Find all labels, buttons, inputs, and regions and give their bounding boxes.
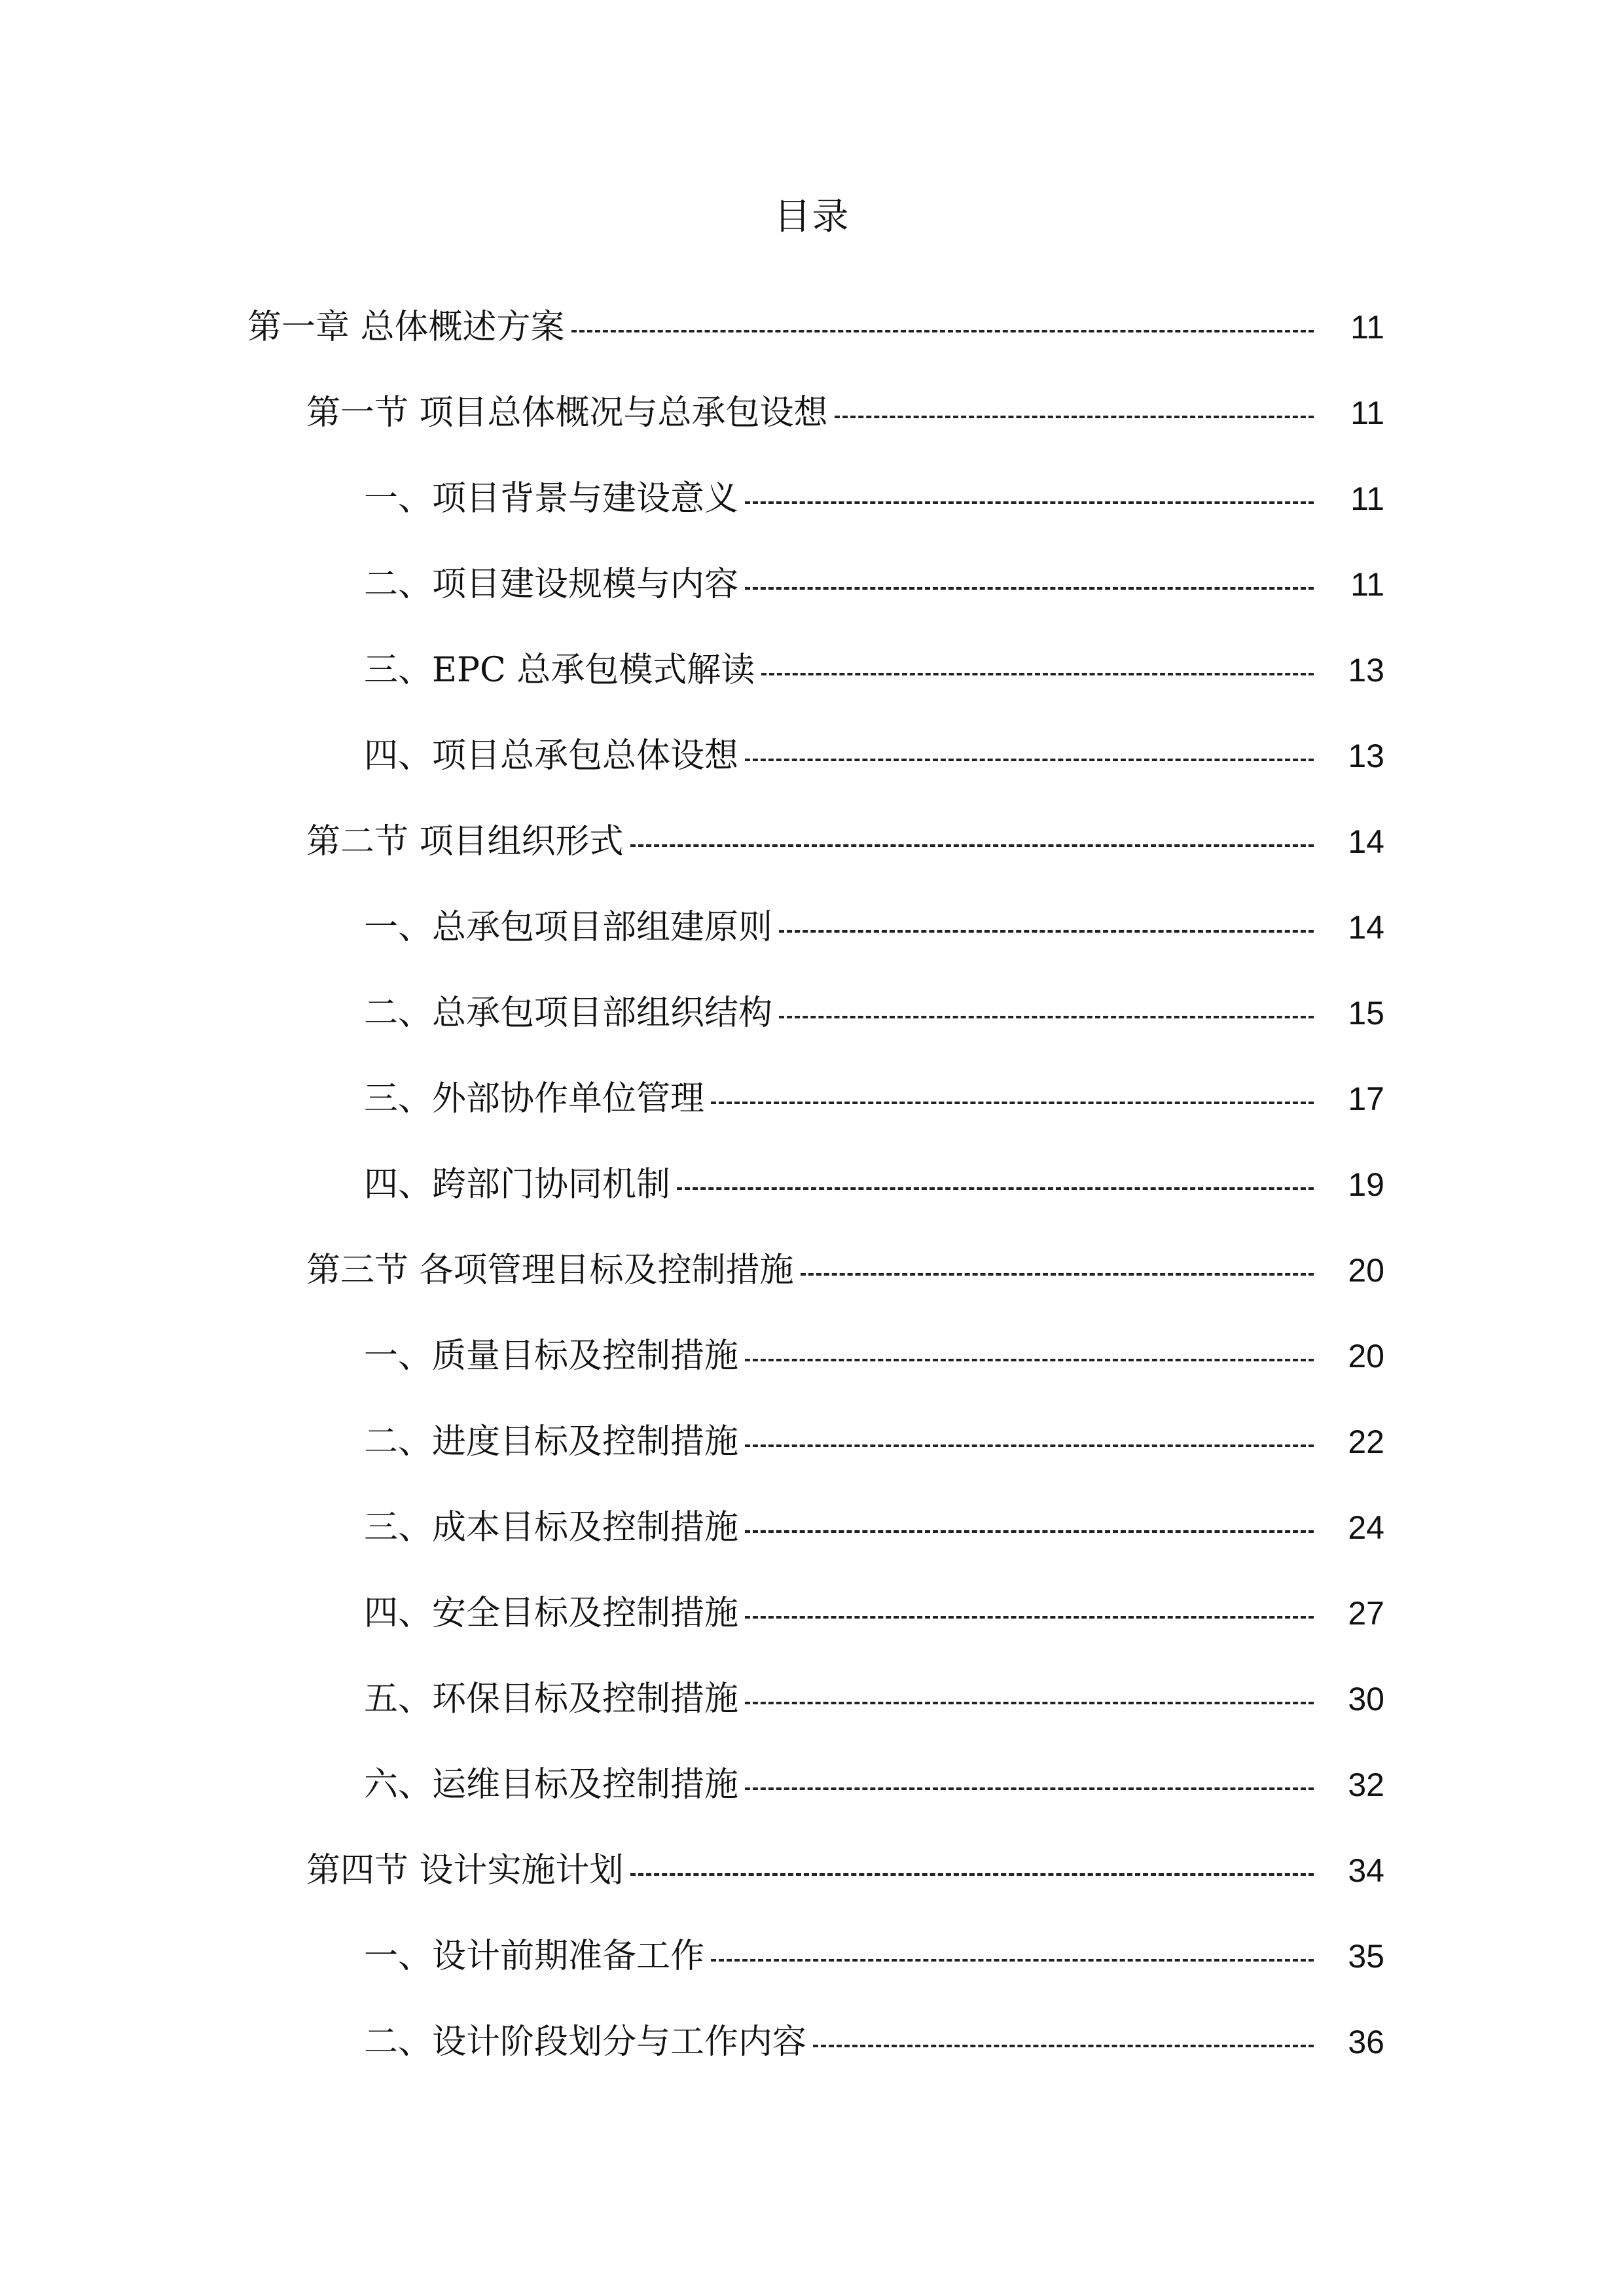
toc-entry-label: 二、设计阶段划分与工作内容 xyxy=(364,2022,807,2062)
toc-leader-dashes xyxy=(711,1102,1314,1104)
toc-entry-page-number: 36 xyxy=(1348,2023,1384,2060)
toc-entry-label: 第二节 项目组织形式 xyxy=(306,821,624,861)
toc-leader-dashes xyxy=(745,1359,1314,1361)
toc-leader-dashes xyxy=(571,330,1314,332)
toc-entry-page-number: 11 xyxy=(1350,394,1384,431)
toc-entry-page-number: 17 xyxy=(1348,1080,1384,1117)
toc-entry[interactable] xyxy=(0,884,1624,970)
toc-entry[interactable] xyxy=(0,1999,1624,2085)
toc-entry[interactable] xyxy=(0,1913,1624,1999)
toc-leader-dashes xyxy=(779,1016,1314,1018)
toc-entry[interactable] xyxy=(0,1656,1624,1742)
toc-entry-label: 第一节 项目总体概况与总承包设想 xyxy=(306,393,828,433)
toc-entry-page-number: 32 xyxy=(1348,1766,1384,1803)
toc-entry[interactable] xyxy=(0,627,1624,713)
toc-entry-page-number: 11 xyxy=(1350,565,1384,603)
toc-leader-dashes xyxy=(711,1959,1314,1962)
toc-entry-page-number: 20 xyxy=(1348,1337,1384,1374)
toc-leader-dashes xyxy=(745,1787,1314,1790)
toc-entry[interactable] xyxy=(0,1313,1624,1399)
toc-entry-label: 三、EPC 总承包模式解读 xyxy=(364,650,755,690)
toc-entry-label: 四、安全目标及控制措施 xyxy=(364,1593,739,1633)
toc-leader-dashes xyxy=(779,930,1314,933)
toc-entry-page-number: 27 xyxy=(1348,1594,1384,1632)
toc-entry[interactable] xyxy=(0,1141,1624,1227)
toc-entry[interactable] xyxy=(0,284,1624,370)
toc-entry-page-number: 30 xyxy=(1348,1680,1384,1717)
toc-leader-dashes xyxy=(745,1444,1314,1447)
toc-entry-page-number: 14 xyxy=(1348,823,1384,860)
toc-list xyxy=(0,284,1624,2085)
toc-entry[interactable] xyxy=(0,1570,1624,1656)
toc-title: 目录 xyxy=(774,196,850,238)
toc-entry[interactable] xyxy=(0,1056,1624,1141)
toc-entry-page-number: 15 xyxy=(1348,994,1384,1031)
toc-leader-dashes xyxy=(801,1273,1314,1276)
toc-entry-page-number: 20 xyxy=(1348,1251,1384,1289)
toc-entry[interactable] xyxy=(0,970,1624,1056)
toc-entry-page-number: 34 xyxy=(1348,1852,1384,1889)
toc-entry[interactable] xyxy=(0,713,1624,798)
toc-entry-page-number: 22 xyxy=(1348,1423,1384,1460)
toc-entry-label: 三、成本目标及控制措施 xyxy=(364,1507,739,1547)
toc-entry-label: 第四节 设计实施计划 xyxy=(306,1850,624,1890)
toc-entry-label: 二、进度目标及控制措施 xyxy=(364,1422,739,1462)
toc-entry[interactable] xyxy=(0,456,1624,541)
toc-leader-dashes xyxy=(813,2045,1314,2047)
toc-entry-label: 四、跨部门协同机制 xyxy=(364,1164,671,1204)
toc-entry-label: 六、运维目标及控制措施 xyxy=(364,1765,739,1804)
toc-entry[interactable] xyxy=(0,1484,1624,1570)
toc-entry-label: 一、项目背景与建设意义 xyxy=(364,478,739,518)
toc-entry-label: 二、项目建设规模与内容 xyxy=(364,564,739,604)
toc-entry-label: 第三节 各项管理目标及控制措施 xyxy=(306,1250,794,1290)
toc-leader-dashes xyxy=(745,1530,1314,1533)
toc-entry-label: 第一章 总体概述方案 xyxy=(247,307,565,347)
toc-entry-page-number: 13 xyxy=(1348,737,1384,774)
toc-leader-dashes xyxy=(761,673,1314,675)
toc-leader-dashes xyxy=(745,587,1314,590)
toc-entry[interactable] xyxy=(0,1827,1624,1913)
toc-entry-page-number: 24 xyxy=(1348,1509,1384,1546)
toc-leader-dashes xyxy=(745,501,1314,504)
toc-entry-label: 二、总承包项目部组织结构 xyxy=(364,993,773,1033)
toc-entry-page-number: 13 xyxy=(1348,651,1384,689)
toc-entry[interactable] xyxy=(0,798,1624,884)
toc-entry-page-number: 11 xyxy=(1350,480,1384,517)
toc-entry[interactable] xyxy=(0,370,1624,456)
toc-entry-label: 四、项目总承包总体设想 xyxy=(364,736,739,776)
toc-entry-label: 五、环保目标及控制措施 xyxy=(364,1679,739,1719)
toc-entry-page-number: 35 xyxy=(1348,1937,1384,1975)
toc-leader-dashes xyxy=(745,1702,1314,1704)
toc-leader-dashes xyxy=(630,844,1314,847)
toc-entry-label: 一、设计前期准备工作 xyxy=(364,1936,705,1976)
toc-entry-label: 一、总承包项目部组建原则 xyxy=(364,907,773,947)
toc-entry-label: 三、外部协作单位管理 xyxy=(364,1079,705,1119)
toc-leader-dashes xyxy=(677,1187,1314,1190)
toc-entry-page-number: 11 xyxy=(1350,308,1384,346)
toc-entry[interactable] xyxy=(0,541,1624,627)
toc-entry-page-number: 14 xyxy=(1348,908,1384,946)
toc-leader-dashes xyxy=(835,416,1314,418)
toc-leader-dashes xyxy=(745,1616,1314,1619)
toc-entry-page-number: 19 xyxy=(1348,1166,1384,1203)
toc-leader-dashes xyxy=(630,1873,1314,1876)
toc-entry[interactable] xyxy=(0,1742,1624,1827)
toc-entry[interactable] xyxy=(0,1227,1624,1313)
toc-leader-dashes xyxy=(745,759,1314,761)
toc-entry[interactable] xyxy=(0,1399,1624,1484)
toc-entry-label: 一、质量目标及控制措施 xyxy=(364,1336,739,1376)
